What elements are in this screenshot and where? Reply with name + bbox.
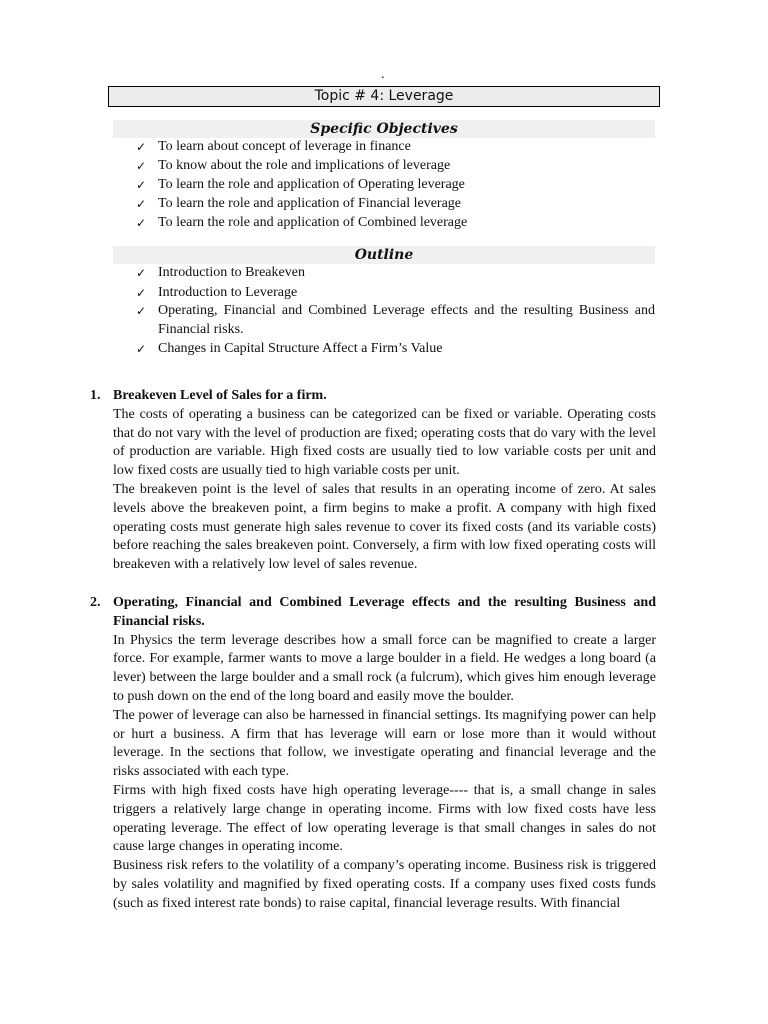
paragraph: In Physics the term leverage describes how a small force can be magnified to create a larger force. For example, farmer wants to move a large boulder in a field. He wedges a long board (a lever) between the large boulder and a small rock (a fulcrum), which gives him enough leverage to push down on the end of the long board and easily move the boulder. (113, 632, 656, 704)
outline-text: Changes in Capital Structure Affect a Firm’s Value (158, 341, 443, 356)
check-icon: ✓ (136, 197, 147, 211)
paragraph: Firms with high fixed costs have high operating leverage---- that is, a small change in sales triggers a relatively large change in operating income. Firms with low fixed costs have less operating leverage. The effect of low operating leverage is that small changes in sales do not cause large changes in operating income. (113, 782, 656, 855)
section-number: 1. (90, 388, 101, 403)
section-number: 2. (90, 595, 101, 610)
objective-text: To know about the role and implications of leverage (158, 158, 451, 173)
objective-text: To learn the role and application of Operating leverage (158, 177, 465, 192)
section-heading: Operating, Financial and Combined Leverage effects and the resulting Business and Financial risks. (113, 595, 656, 629)
check-icon: ✓ (136, 286, 147, 300)
objective-text: To learn the role and application of Combined leverage (158, 215, 468, 230)
check-icon: ✓ (136, 159, 147, 173)
check-icon: ✓ (136, 304, 147, 318)
objective-text: To learn about concept of leverage in finance (158, 139, 411, 154)
outline-text: Introduction to Leverage (158, 285, 298, 300)
objective-text: To learn the role and application of Financial leverage (158, 196, 462, 211)
section-leverage-effects (90, 594, 656, 914)
paragraph: The power of leverage can also be harnessed in financial settings. Its magnifying power can help or hurt a business. A firm that has leverage will earn or lose more than it would without leverage. In the sections that follow, we investigate operating and financial leverage and the risks associated with each type. (113, 707, 656, 780)
check-icon: ✓ (136, 140, 147, 154)
section-breakeven (90, 387, 656, 575)
check-icon: ✓ (136, 342, 147, 356)
paragraph: The breakeven point is the level of sales that results in an operating income of zero. At sales levels above the breakeven point, a firm begins to make a profit. A company with high fixed operating costs must generate high sales revenue to cover its fixed costs (and its variable costs) before reaching the sales breakeven point. Conversely, a firm with low fixed operating costs will breakeven with a relatively low level of sales revenue. (113, 481, 656, 573)
outline-heading: Outline (113, 246, 655, 264)
check-icon: ✓ (136, 178, 147, 192)
page-title: Topic # 4: Leverage (108, 86, 660, 107)
paragraph: The costs of operating a business can be categorized can be fixed or variable. Operating costs that do not vary with the level of production are fixed; operating costs that do vary with the level of production are variable. High fixed costs are usually tied to low variable costs per unit and low fixed costs are usually tied to high variable costs per unit. (113, 406, 656, 479)
paragraph: Business risk refers to the volatility of a company’s operating income. Business risk is triggered by sales volatility and magnified by fixed operating costs. If a company uses fixed costs funds (such as fixed interest rate bonds) to raise capital, financial leverage results. With financial (113, 858, 656, 911)
outline-text: Operating, Financial and Combined Leverage effects and the resulting Business and Financial risks. (158, 303, 655, 337)
page-marker-dot: . (381, 67, 385, 82)
outline-text: Introduction to Breakeven (158, 265, 305, 280)
check-icon: ✓ (136, 216, 147, 230)
section-heading: Breakeven Level of Sales for a firm. (113, 388, 327, 403)
check-icon: ✓ (136, 266, 147, 280)
objectives-heading: Specific Objectives (113, 120, 655, 138)
